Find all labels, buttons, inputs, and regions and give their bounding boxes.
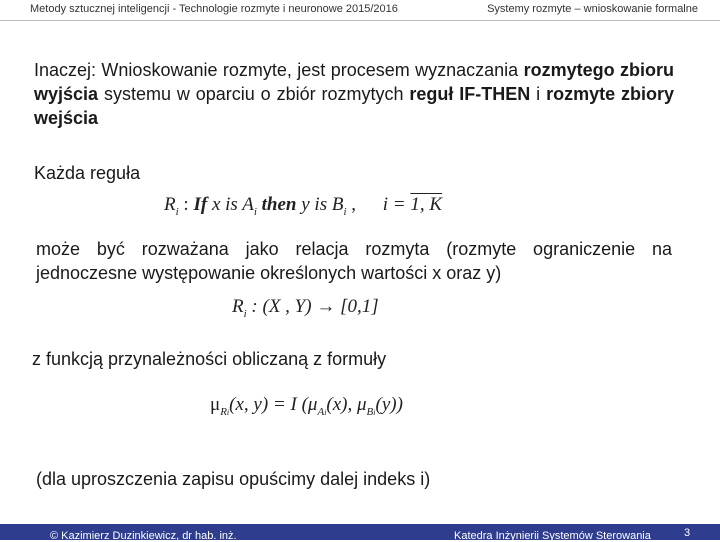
relation-R: R xyxy=(232,296,244,317)
relation-body: : (X , Y) → [0,1] xyxy=(246,296,379,317)
rule-colon: : xyxy=(178,194,194,215)
rule-then: then xyxy=(256,194,297,215)
each-rule-label: Każda reguła xyxy=(34,163,141,183)
rule-R-sub: i xyxy=(175,205,179,218)
rule-range-lhs: i = xyxy=(382,194,411,215)
relation-line-2: jednoczesne występowanie określonych wartości x oraz y) xyxy=(36,263,502,283)
intro-text-2: systemu w oparciu o zbiór rozmytych xyxy=(98,84,410,104)
mu-A-sub: A xyxy=(317,405,325,418)
rule-x-is: x is xyxy=(207,194,243,215)
rule-A: A xyxy=(242,194,254,215)
relation-line-1: może być rozważana jako relacja rozmyta (rozmyte ograniczenie na xyxy=(36,239,672,259)
rule-formula xyxy=(164,194,442,218)
intro-bold-1: rozmytego zbioru wyjścia xyxy=(34,60,674,104)
mu-R-sub: R xyxy=(220,405,227,418)
rule-if: If xyxy=(193,194,208,215)
rule-R: R xyxy=(164,194,176,215)
mu-R: μ xyxy=(210,394,221,415)
rule-B-sub: i xyxy=(343,205,347,218)
intro-bold-3: rozmyte zbiory wejścia xyxy=(34,84,674,128)
header-section-title: Systemy rozmyte – wnioskowanie formalne xyxy=(487,3,698,15)
mu-B-subsub: i xyxy=(373,407,376,417)
footer-author: © Kazimierz Duzinkiewicz, dr hab. inż. xyxy=(50,530,237,542)
header-course-title: Metody sztucznej inteligencji - Technologie rozmyte i neuronowe 2015/2016 xyxy=(30,3,398,15)
membership-label: z funkcją przynależności obliczaną z formuły xyxy=(32,349,387,369)
mu-B-sub: B xyxy=(366,405,374,418)
footer-department: Katedra Inżynierii Systemów Sterowania xyxy=(454,530,651,542)
rule-A-sub: i xyxy=(253,205,257,218)
relation-formula xyxy=(232,296,379,320)
rule-range-rhs: 1, K xyxy=(410,194,443,215)
page-number: 3 xyxy=(684,527,691,539)
intro-text-3: i xyxy=(530,84,547,104)
intro-bold-2: reguł IF-THEN xyxy=(409,84,531,104)
mu-A-subsub: i xyxy=(324,407,327,417)
relation-paragraph xyxy=(36,237,672,285)
header-divider xyxy=(0,20,720,21)
rule-comma: , xyxy=(346,194,357,215)
membership-formula xyxy=(210,394,403,418)
intro-text-1: Inaczej: Wnioskowanie rozmyte, jest procesem wyznaczania xyxy=(34,60,524,80)
index-note: (dla uproszczenia zapisu opuścimy dalej indeks i) xyxy=(36,469,431,489)
mu-R-subsub: i xyxy=(226,407,230,417)
mu-x: (x), μ xyxy=(326,394,367,415)
mu-y: (y)) xyxy=(375,394,403,415)
relation-R-sub: i xyxy=(243,307,247,320)
rule-B: B xyxy=(331,194,344,215)
mu-args: (x, y) = I (μ xyxy=(229,394,318,415)
intro-paragraph xyxy=(34,58,674,130)
rule-y-is: y is xyxy=(296,194,332,215)
